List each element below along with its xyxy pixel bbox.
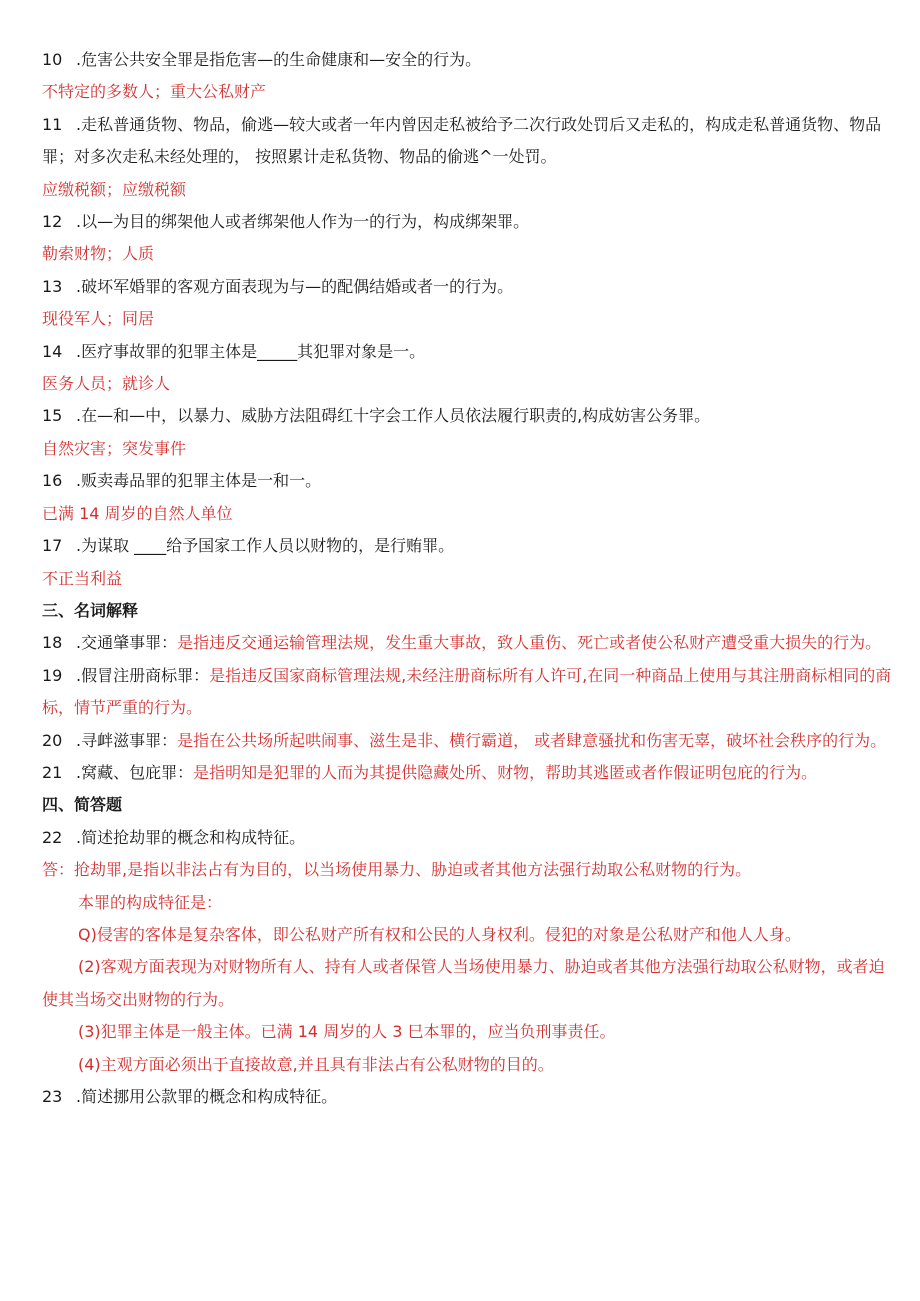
section-heading-short-answer: 四、简答题 xyxy=(42,795,123,815)
definition-20: 20 .寻衅滋事罪：是指在公共场所起哄闹事、滋生是非、横行霸道， 或者肆意骚扰和伤害无辜，破坏社会秩序的行为。 xyxy=(42,730,887,750)
answer-22-point-1: Q)侵害的客体是复杂客体，即公私财产所有权和公民的人身权利。侵犯的对象是公私财产和他人人身。 xyxy=(78,924,801,944)
answer-22-point-2: (2)客观方面表现为对财物所有人、持有人或者保管人当场使用暴力、胁迫或者其他方法强行劫取公私财物，或者迫使其当场交出财物的行为。 xyxy=(42,957,885,1009)
answer-14: 医务人员；就诊人 xyxy=(42,374,171,394)
answer-11: 应缴税额；应缴税额 xyxy=(42,179,187,199)
answer-22-point-3: (3)犯罪主体是一般主体。已满 14 周岁的人 3 巳本罪的，应当负刑事责任。 xyxy=(78,1022,616,1042)
question-22: 22 .简述抢劫罪的概念和构成特征。 xyxy=(42,827,306,847)
section-heading-definitions: 三、名词解释 xyxy=(42,600,139,620)
question-17: 17 .为谋取 ____给予国家工作人员以财物的，是行贿罪。 xyxy=(42,536,455,556)
answer-22-features-heading: 本罪的构成特征是： xyxy=(78,892,223,912)
answer-22-intro: 答：抢劫罪,是指以非法占有为目的，以当场使用暴力、胁迫或者其他方法强行劫取公私财物的行为。 xyxy=(42,860,752,880)
question-12: 12 .以—为目的绑架他人或者绑架他人作为一的行为，构成绑架罪。 xyxy=(42,212,530,232)
definition-19: 19 .假冒注册商标罪：是指违反国家商标管理法规,未经注册商标所有人许可,在同一种商品上使用与其注册商标相同的商标，情节严重的行为。 xyxy=(42,665,892,718)
question-15: 15 .在—和—中，以暴力、威胁方法阻碍红十字会工作人员依法履行职责的,构成妨害公务罪。 xyxy=(42,406,711,426)
question-10: 10 .危害公共安全罪是指危害—的生命健康和—安全的行为。 xyxy=(42,50,482,69)
answer-15: 自然灾害；突发事件 xyxy=(42,438,187,458)
question-13: 13 .破坏军婚罪的客观方面表现为与—的配偶结婚或者一的行为。 xyxy=(42,276,514,296)
question-16: 16 .贩卖毒品罪的犯罪主体是一和一。 xyxy=(42,471,322,491)
question-14: 14 .医疗事故罪的犯罪主体是_____其犯罪对象是一。 xyxy=(42,341,426,361)
question-23: 23 .简述挪用公款罪的概念和构成特征。 xyxy=(42,1087,338,1106)
definition-18: 18 .交通肇事罪：是指违反交通运输管理法规，发生重大事故，致人重伤、死亡或者使公私财产遭受重大损失的行为。 xyxy=(42,633,882,653)
answer-16: 已满 14 周岁的自然人单位 xyxy=(42,503,233,523)
answer-10: 不特定的多数人；重大公私财产 xyxy=(42,82,267,102)
answer-22-point-4: (4)主观方面必须出于直接故意,并且具有非法占有公私财物的目的。 xyxy=(78,1054,554,1074)
document-page xyxy=(42,44,894,1113)
question-11: 11 .走私普通货物、物品，偷逃—较大或者一年内曾因走私被给予二次行政处罚后又走私的，构成走私普通货物、物品罪；对多次走私未经处理的， 按照累计走私货物、物品的偷逃^一处罚。 xyxy=(42,114,882,167)
answer-12: 勒索财物；人质 xyxy=(42,244,155,264)
definition-21: 21 .窝藏、包庇罪：是指明知是犯罪的人而为其提供隐藏处所、财物，帮助其逃匿或者作假证明包庇的行为。 xyxy=(42,762,818,782)
answer-17: 不正当利益 xyxy=(42,568,123,588)
answer-13: 现役军人；同居 xyxy=(42,309,155,329)
